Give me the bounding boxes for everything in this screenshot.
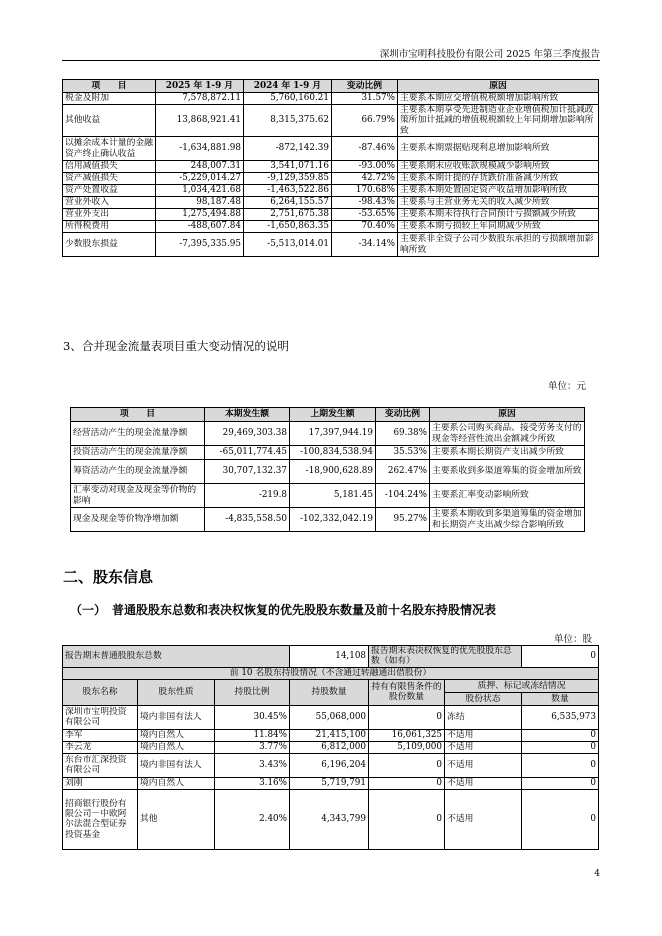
table-cell: -5,229,014.27 bbox=[156, 173, 244, 185]
table-cell: 3.16% bbox=[215, 777, 290, 789]
table-cell: 境内自然人 bbox=[138, 741, 215, 753]
cashflow-changes-table bbox=[70, 407, 585, 532]
table-cell: 不适用 bbox=[445, 741, 522, 753]
table-cell: -872,142.39 bbox=[244, 137, 332, 161]
table-cell: 5,719,791 bbox=[290, 777, 369, 789]
table-cell: 以摊余成本计量的金融资产终止确认收益 bbox=[63, 137, 156, 161]
top10-title: 前 10 名股东持股情况（不含通过转融通出借股份） bbox=[63, 667, 599, 679]
summary-pref-label: 报告期末表决权恢复的优先股股东总数（如有） bbox=[369, 646, 522, 668]
page-header: 深圳市宝明科技股份有限公司 2025 年第三季度报告 bbox=[379, 49, 600, 60]
table-cell: 招商银行股份有限公司－中欧阿尔法混合型证券投资基金 bbox=[63, 789, 138, 849]
table-cell: 3,541,071.16 bbox=[244, 161, 332, 173]
table-row bbox=[63, 197, 599, 209]
table-cell: 0 bbox=[522, 729, 599, 741]
table-cell: 55,068,000 bbox=[290, 705, 369, 729]
table-cell: 境内非国有法人 bbox=[138, 753, 215, 777]
table-cell: 境内非国有法人 bbox=[138, 705, 215, 729]
table-row bbox=[63, 789, 599, 849]
table-cell: 经营活动产生的现金流量净额 bbox=[71, 422, 205, 446]
table-cell: -102,332,042.19 bbox=[290, 508, 376, 532]
table-cell: 主要系收到多渠道筹集的资金增加所致 bbox=[430, 460, 585, 484]
table-cell: -65,011,774.45 bbox=[205, 446, 290, 460]
table-row bbox=[63, 233, 599, 257]
table-cell: -1,463,522.86 bbox=[244, 185, 332, 197]
table-cell: -9,129,359.85 bbox=[244, 173, 332, 185]
table-row bbox=[71, 422, 585, 446]
col-header-item: 项 目 bbox=[71, 408, 205, 422]
table-cell: 66.79% bbox=[332, 105, 398, 137]
table-cell: 5,760,160.21 bbox=[244, 93, 332, 105]
col-header-prior: 上期发生额 bbox=[290, 408, 376, 422]
table-cell: 170.68% bbox=[332, 185, 398, 197]
col-header-current: 本期发生额 bbox=[205, 408, 290, 422]
table-cell: 11.84% bbox=[215, 729, 290, 741]
table-cell: 42.72% bbox=[332, 173, 398, 185]
col-header-nature: 股东性质 bbox=[138, 679, 215, 705]
table-cell: 主要系公司购买商品、接受劳务支付的现金等经营性流出金额减少所致 bbox=[430, 422, 585, 446]
table-cell: 不适用 bbox=[445, 753, 522, 777]
table-cell: 70.40% bbox=[332, 221, 398, 233]
section-heading-shareholders: 二、股东信息 bbox=[63, 568, 154, 586]
table-cell: 其他收益 bbox=[63, 105, 156, 137]
table-cell: 投资活动产生的现金流量净额 bbox=[71, 446, 205, 460]
table-cell: -98.43% bbox=[332, 197, 398, 209]
summary-common-value: 14,108 bbox=[290, 646, 369, 668]
table-cell: 资产减值损失 bbox=[63, 173, 156, 185]
shareholders-table bbox=[62, 645, 599, 850]
table-cell: -4,835,558.50 bbox=[205, 508, 290, 532]
table-row bbox=[71, 460, 585, 484]
table-cell: -18,900,628.89 bbox=[290, 460, 376, 484]
table-row bbox=[63, 221, 599, 233]
table-cell: -100,834,538.94 bbox=[290, 446, 376, 460]
table-row bbox=[63, 137, 599, 161]
col-header-count: 持股数量 bbox=[290, 679, 369, 705]
table-row bbox=[71, 484, 585, 508]
table-cell: 17,397,944.19 bbox=[290, 422, 376, 446]
table-cell: -219.8 bbox=[205, 484, 290, 508]
table-cell: 主要系本期应交增值税税额增加影响所致 bbox=[398, 93, 599, 105]
table-cell: 冻结 bbox=[445, 705, 522, 729]
table-cell: 21,415,100 bbox=[290, 729, 369, 741]
col-header-2025: 2025 年 1-9 月 bbox=[156, 80, 244, 93]
table-cell: 少数股东损益 bbox=[63, 233, 156, 257]
col-header-item: 项 目 bbox=[63, 80, 156, 93]
table-cell: 主要系与主营业务无关的收入减少所致 bbox=[398, 197, 599, 209]
col-header-change: 变动比例 bbox=[376, 408, 430, 422]
table-cell: 主要系本期收到多渠道筹集的资金增加和长期资产支出减少综合影响所致 bbox=[430, 508, 585, 532]
table-cell: -53.65% bbox=[332, 209, 398, 221]
table-row bbox=[63, 209, 599, 221]
table-cell: 资产处置收益 bbox=[63, 185, 156, 197]
table-cell: 0 bbox=[522, 777, 599, 789]
table-cell: 深圳市宝明投资有限公司 bbox=[63, 705, 138, 729]
summary-pref-value: 0 bbox=[522, 646, 599, 668]
table-row bbox=[71, 508, 585, 532]
section-title-cashflow: 3、合并现金流量表项目重大变动情况的说明 bbox=[63, 339, 289, 353]
table-cell: 30.45% bbox=[215, 705, 290, 729]
col-header-change: 变动比例 bbox=[332, 80, 398, 93]
table-row bbox=[63, 729, 599, 741]
table-cell: 东台市汇深投资有限公司 bbox=[63, 753, 138, 777]
table-row bbox=[63, 777, 599, 789]
table-cell: 主要系本期票据贴现利息增加影响所致 bbox=[398, 137, 599, 161]
table-cell: 31.57% bbox=[332, 93, 398, 105]
table-cell: 其他 bbox=[138, 789, 215, 849]
table-cell: 69.38% bbox=[376, 422, 430, 446]
col-header-pledge-count: 数量 bbox=[522, 692, 599, 705]
table-cell: 6,264,155.57 bbox=[244, 197, 332, 209]
header-divider bbox=[62, 60, 600, 61]
table-cell: -93.00% bbox=[332, 161, 398, 173]
table-cell: 0 bbox=[522, 753, 599, 777]
table-cell: 4,343,799 bbox=[290, 789, 369, 849]
table-cell: 不适用 bbox=[445, 729, 522, 741]
table-cell: 2.40% bbox=[215, 789, 290, 849]
table-cell: 现金及现金等价物净增加额 bbox=[71, 508, 205, 532]
table-cell: 不适用 bbox=[445, 789, 522, 849]
table-cell: 95.27% bbox=[376, 508, 430, 532]
table-cell: 主要系汇率变动影响所致 bbox=[430, 484, 585, 508]
table-cell: 筹资活动产生的现金流量净额 bbox=[71, 460, 205, 484]
table-cell: 5,109,000 bbox=[369, 741, 445, 753]
table-cell: 5,181.45 bbox=[290, 484, 376, 508]
table-cell: -7,395,335.95 bbox=[156, 233, 244, 257]
table-cell: 主要系期末应收账款规模减少影响所致 bbox=[398, 161, 599, 173]
page-number: 4 bbox=[594, 869, 600, 879]
table-cell: 汇率变动对现金及现金等价物的影响 bbox=[71, 484, 205, 508]
table-cell: 营业外收入 bbox=[63, 197, 156, 209]
col-header-pledge-group: 质押、标记或冻结情况 bbox=[445, 679, 599, 692]
table-cell: 不适用 bbox=[445, 777, 522, 789]
table-cell: 6,196,204 bbox=[290, 753, 369, 777]
table-cell: -34.14% bbox=[332, 233, 398, 257]
table-cell: 李军 bbox=[63, 729, 138, 741]
table-cell: 30,707,132.37 bbox=[205, 460, 290, 484]
table-cell: -87.46% bbox=[332, 137, 398, 161]
table-cell: 刘刚 bbox=[63, 777, 138, 789]
table-cell: 6,535,973 bbox=[522, 705, 599, 729]
table-cell: 262.47% bbox=[376, 460, 430, 484]
table-row bbox=[63, 161, 599, 173]
table-cell: 主要系本期计提的存货跌价准备减少所致 bbox=[398, 173, 599, 185]
table-row bbox=[63, 105, 599, 137]
table-cell: 0 bbox=[369, 753, 445, 777]
table-cell: 3.77% bbox=[215, 741, 290, 753]
table-cell: -5,513,014.01 bbox=[244, 233, 332, 257]
col-header-reason: 原因 bbox=[430, 408, 585, 422]
table-cell: 8,315,375.62 bbox=[244, 105, 332, 137]
table-cell: 李云龙 bbox=[63, 741, 138, 753]
subsection-heading: （一） 普通股股东总数和表决权恢复的优先股股东数量及前十名股东持股情况表 bbox=[70, 603, 497, 617]
table-cell: 2,751,675.38 bbox=[244, 209, 332, 221]
col-header-ratio: 持股比例 bbox=[215, 679, 290, 705]
table-cell: 主要系本期长期资产支出减少所致 bbox=[430, 446, 585, 460]
table-cell: 境内自然人 bbox=[138, 777, 215, 789]
table-row bbox=[63, 93, 599, 105]
income-changes-table bbox=[62, 79, 599, 257]
table-row bbox=[63, 753, 599, 777]
table-cell: 0 bbox=[522, 789, 599, 849]
table-cell: 3.43% bbox=[215, 753, 290, 777]
table-cell: 248,007.31 bbox=[156, 161, 244, 173]
table-cell: 0 bbox=[369, 789, 445, 849]
table-cell: 境内自然人 bbox=[138, 729, 215, 741]
col-header-pledge-status: 股份状态 bbox=[445, 692, 522, 705]
table-cell: 1,275,494.88 bbox=[156, 209, 244, 221]
col-header-name: 股东名称 bbox=[63, 679, 138, 705]
unit-label: 单位：元 bbox=[547, 381, 586, 392]
table-row bbox=[71, 446, 585, 460]
table-cell: 1,034,421.68 bbox=[156, 185, 244, 197]
col-header-2024: 2024 年 1-9 月 bbox=[244, 80, 332, 93]
table-cell: 主要系本期亏损较上年同期减少所致 bbox=[398, 221, 599, 233]
table-cell: 营业外支出 bbox=[63, 209, 156, 221]
table-cell: 主要系非全资子公司少数股东承担的亏损额增加影响所致 bbox=[398, 233, 599, 257]
table-row bbox=[63, 705, 599, 729]
table-cell: 0 bbox=[369, 705, 445, 729]
summary-common-label: 报告期末普通股股东总数 bbox=[63, 646, 290, 668]
table-cell: 主要系本期未待执行合同预计亏损额减少所致 bbox=[398, 209, 599, 221]
table-cell: 所得税费用 bbox=[63, 221, 156, 233]
table-cell: -488,607.84 bbox=[156, 221, 244, 233]
table-cell: 主要系本期处置固定资产收益增加影响所致 bbox=[398, 185, 599, 197]
table-cell: 0 bbox=[522, 741, 599, 753]
table-cell: 98,187.48 bbox=[156, 197, 244, 209]
table-cell: 信用减值损失 bbox=[63, 161, 156, 173]
table-cell: 16,061,325 bbox=[369, 729, 445, 741]
table-cell: 7,578,872.11 bbox=[156, 93, 244, 105]
table-cell: -104.24% bbox=[376, 484, 430, 508]
col-header-restricted: 持有有限售条件的股份数量 bbox=[369, 679, 445, 705]
table-cell: 0 bbox=[369, 777, 445, 789]
table-cell: -1,650,863.35 bbox=[244, 221, 332, 233]
table-cell: 主要系本期享受先进制造业企业增值税加计抵减政策所加计抵减的增值税税额较上年同期增加影响所致 bbox=[398, 105, 599, 137]
col-header-reason: 原因 bbox=[398, 80, 599, 93]
unit-label: 单位：股 bbox=[553, 634, 592, 645]
table-cell: 13,868,921.41 bbox=[156, 105, 244, 137]
table-cell: 6,812,000 bbox=[290, 741, 369, 753]
table-row bbox=[63, 173, 599, 185]
table-cell: 29,469,303.38 bbox=[205, 422, 290, 446]
table-cell: 35.53% bbox=[376, 446, 430, 460]
table-cell: 税金及附加 bbox=[63, 93, 156, 105]
table-cell: -1,634,881.98 bbox=[156, 137, 244, 161]
table-row bbox=[63, 185, 599, 197]
table-row bbox=[63, 741, 599, 753]
